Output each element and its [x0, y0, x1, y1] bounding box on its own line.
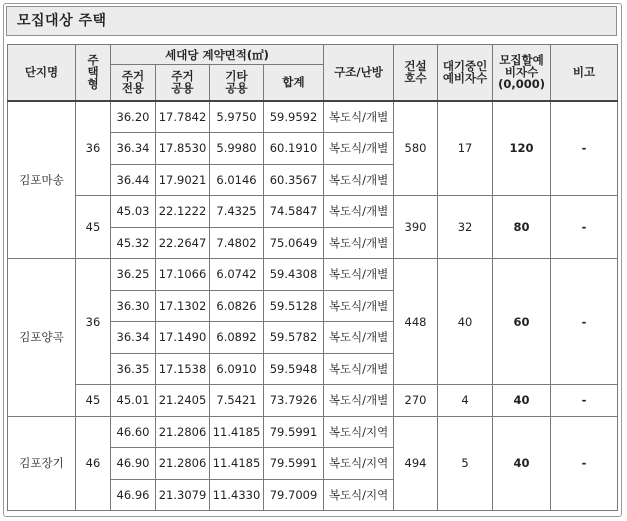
note: - — [551, 196, 618, 259]
header-type: 주택형 — [76, 45, 111, 101]
recruit: 80 — [493, 196, 551, 259]
area-common: 17.8530 — [156, 133, 210, 165]
complex-name: 김포마송 — [8, 101, 76, 259]
area-total: 59.4308 — [264, 259, 324, 291]
area-common: 17.1066 — [156, 259, 210, 291]
area-total: 79.5991 — [264, 448, 324, 480]
recruit: 40 — [493, 385, 551, 417]
waiting: 40 — [438, 259, 493, 385]
table-row — [8, 196, 618, 228]
area-common: 21.2806 — [156, 416, 210, 448]
area-common: 21.3079 — [156, 479, 210, 511]
structure: 복도식/지역 — [324, 448, 394, 480]
header-recruit-label: 모집할예비자수 — [499, 53, 544, 80]
area-private: 45.03 — [111, 196, 156, 228]
area-private: 46.60 — [111, 416, 156, 448]
units: 270 — [394, 385, 438, 417]
header-structure: 구조/난방 — [324, 45, 394, 101]
structure: 복도식/개별 — [324, 385, 394, 417]
area-other: 6.0742 — [210, 259, 264, 291]
area-total: 75.0649 — [264, 227, 324, 259]
area-other: 6.0146 — [210, 164, 264, 196]
area-total: 60.3567 — [264, 164, 324, 196]
complex-name: 김포양곡 — [8, 259, 76, 417]
area-total: 60.1910 — [264, 133, 324, 165]
structure: 복도식/개별 — [324, 164, 394, 196]
area-common: 17.9021 — [156, 164, 210, 196]
recruit: 40 — [493, 416, 551, 511]
area-private: 46.96 — [111, 479, 156, 511]
table-row — [8, 385, 618, 417]
units: 494 — [394, 416, 438, 511]
area-other: 11.4185 — [210, 416, 264, 448]
note: - — [551, 101, 618, 196]
area-private: 36.20 — [111, 101, 156, 133]
house-type: 36 — [76, 101, 111, 196]
units: 390 — [394, 196, 438, 259]
house-type: 46 — [76, 416, 111, 511]
header-recruit — [493, 45, 551, 101]
area-common: 22.1222 — [156, 196, 210, 228]
area-private: 36.25 — [111, 259, 156, 291]
area-other: 11.4330 — [210, 479, 264, 511]
recruit: 60 — [493, 259, 551, 385]
structure: 복도식/개별 — [324, 101, 394, 133]
area-private: 36.34 — [111, 133, 156, 165]
structure: 복도식/개별 — [324, 196, 394, 228]
table-row — [8, 259, 618, 291]
area-private: 36.35 — [111, 353, 156, 385]
area-other: 7.4325 — [210, 196, 264, 228]
header-area-private: 주거전용 — [111, 65, 156, 101]
waiting: 4 — [438, 385, 493, 417]
area-common: 17.1302 — [156, 290, 210, 322]
area-common: 21.2806 — [156, 448, 210, 480]
area-common: 21.2405 — [156, 385, 210, 417]
area-private: 45.32 — [111, 227, 156, 259]
table-row — [8, 416, 618, 448]
structure: 복도식/개별 — [324, 322, 394, 354]
housing-table — [7, 44, 618, 511]
area-private: 46.90 — [111, 448, 156, 480]
area-total: 73.7926 — [264, 385, 324, 417]
house-type: 45 — [76, 385, 111, 417]
area-other: 11.4185 — [210, 448, 264, 480]
header-area-group: 세대당 계약면적(㎡) — [111, 45, 324, 65]
area-other: 6.0910 — [210, 353, 264, 385]
area-total: 79.5991 — [264, 416, 324, 448]
area-common: 17.1538 — [156, 353, 210, 385]
waiting: 17 — [438, 101, 493, 196]
structure: 복도식/개별 — [324, 259, 394, 291]
units: 448 — [394, 259, 438, 385]
header-area-common: 주거공용 — [156, 65, 210, 101]
header-complex: 단지명 — [8, 45, 76, 101]
note: - — [551, 416, 618, 511]
area-other: 5.9750 — [210, 101, 264, 133]
header-waiting: 대기중인예비자수 — [438, 45, 493, 101]
waiting: 5 — [438, 416, 493, 511]
note: - — [551, 259, 618, 385]
area-common: 17.7842 — [156, 101, 210, 133]
structure: 복도식/개별 — [324, 353, 394, 385]
area-total: 74.5847 — [264, 196, 324, 228]
units: 580 — [394, 101, 438, 196]
waiting: 32 — [438, 196, 493, 259]
area-total: 59.5128 — [264, 290, 324, 322]
area-common: 22.2647 — [156, 227, 210, 259]
area-private: 45.01 — [111, 385, 156, 417]
structure: 복도식/개별 — [324, 227, 394, 259]
table-row — [8, 101, 618, 133]
area-private: 36.34 — [111, 322, 156, 354]
header-area-other: 기타공용 — [210, 65, 264, 101]
note: - — [551, 385, 618, 417]
header-recruit-unit: (0,000) — [498, 77, 545, 92]
complex-name: 김포장기 — [8, 416, 76, 511]
area-common: 17.1490 — [156, 322, 210, 354]
area-private: 36.30 — [111, 290, 156, 322]
house-type: 45 — [76, 196, 111, 259]
structure: 복도식/개별 — [324, 133, 394, 165]
structure: 복도식/지역 — [324, 479, 394, 511]
recruit: 120 — [493, 101, 551, 196]
area-other: 6.0826 — [210, 290, 264, 322]
header-area-total: 합계 — [264, 65, 324, 101]
structure: 복도식/지역 — [324, 416, 394, 448]
area-other: 7.4802 — [210, 227, 264, 259]
area-total: 79.7009 — [264, 479, 324, 511]
area-private: 36.44 — [111, 164, 156, 196]
structure: 복도식/개별 — [324, 290, 394, 322]
area-other: 7.5421 — [210, 385, 264, 417]
area-total: 59.9592 — [264, 101, 324, 133]
header-units: 건설호수 — [394, 45, 438, 101]
area-total: 59.5782 — [264, 322, 324, 354]
area-other: 6.0892 — [210, 322, 264, 354]
house-type: 36 — [76, 259, 111, 385]
area-other: 5.9980 — [210, 133, 264, 165]
area-total: 59.5948 — [264, 353, 324, 385]
header-note: 비고 — [551, 45, 618, 101]
section-title: 모집대상 주택 — [6, 6, 617, 36]
